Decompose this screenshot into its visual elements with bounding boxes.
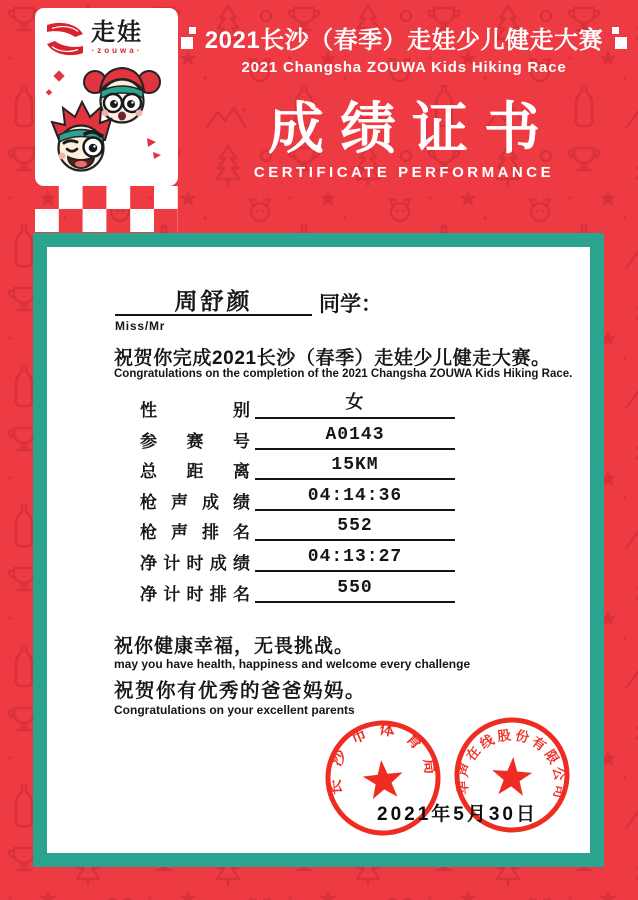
brand-name-en: ·zouwa·	[91, 46, 143, 56]
recipient-hint: Miss/Mr	[115, 319, 166, 333]
certificate-title: 成绩证书	[268, 97, 556, 160]
star-icon	[361, 758, 405, 800]
star-icon	[491, 756, 534, 797]
stamp-text: 华声在线股份有限公司	[455, 727, 568, 803]
certificate-heading	[178, 98, 630, 181]
field-value: 女	[255, 392, 455, 419]
logo-card	[35, 8, 178, 186]
wish-line2-cn: 祝贺你有优秀的爸爸妈妈。	[114, 680, 367, 702]
field-row-net-time	[47, 545, 590, 576]
field-label: 参赛号	[140, 431, 250, 451]
certificate-body	[47, 247, 590, 853]
wish-line2-en: Congratulations on your excellent parents	[114, 703, 355, 717]
field-value: 04:14:36	[255, 484, 455, 511]
field-value: 15KM	[255, 453, 455, 480]
field-row-gun-rank	[47, 514, 590, 545]
field-label: 总距离	[140, 462, 250, 482]
certificate-frame	[33, 233, 604, 867]
field-label: 枪声成绩	[140, 492, 250, 512]
brand-row	[45, 19, 168, 56]
event-title: 2021长沙（春季）走娃少儿健走大赛	[204, 27, 604, 54]
field-label: 净计时成绩	[140, 553, 250, 573]
checkerboard-decoration	[35, 186, 178, 232]
certificate-date: 2021年5月30日	[377, 804, 538, 825]
mascot-kids-icon	[35, 60, 178, 186]
congrats-line-cn: 祝贺你完成2021长沙（春季）走娃少儿健走大赛。	[114, 348, 551, 369]
field-value: 04:13:27	[255, 545, 455, 572]
wish-line1-en: may you have health, happiness and welcome every challenge	[114, 657, 471, 671]
wish-line1-cn: 祝你健康幸福，无畏挑战。	[114, 636, 355, 657]
congrats-line-en: Congratulations on the completion of the 2021 Changsha ZOUWA Kids Hiking Race.	[114, 368, 573, 380]
field-row-net-rank	[47, 576, 590, 607]
field-value: A0143	[255, 423, 455, 450]
event-header	[178, 20, 630, 76]
event-subtitle: 2021 Changsha ZOUWA Kids Hiking Race	[241, 59, 567, 76]
field-label: 净计时排名	[140, 584, 250, 604]
certificate-subtitle: CERTIFICATE PERFORMANCE	[253, 163, 555, 181]
field-row-gun-time	[47, 484, 590, 515]
field-row-bib-number	[47, 423, 590, 454]
brand-name-cn: 走娃	[91, 19, 143, 46]
name-underline	[115, 314, 312, 316]
stamp-text: 长沙市体育局	[326, 720, 441, 796]
zouwa-logo-icon	[45, 22, 85, 56]
result-fields	[47, 392, 590, 606]
field-value: 552	[255, 514, 455, 541]
bracket-left-icon	[181, 25, 196, 51]
recipient-suffix: 同学：	[319, 293, 382, 316]
field-label: 枪声排名	[140, 523, 250, 543]
field-label: 性别	[140, 401, 250, 420]
recipient-name: 周舒颜	[174, 288, 253, 314]
field-value: 550	[255, 576, 455, 603]
field-row-distance	[47, 453, 590, 484]
field-row-gender	[47, 392, 590, 423]
bracket-right-icon	[612, 25, 627, 51]
